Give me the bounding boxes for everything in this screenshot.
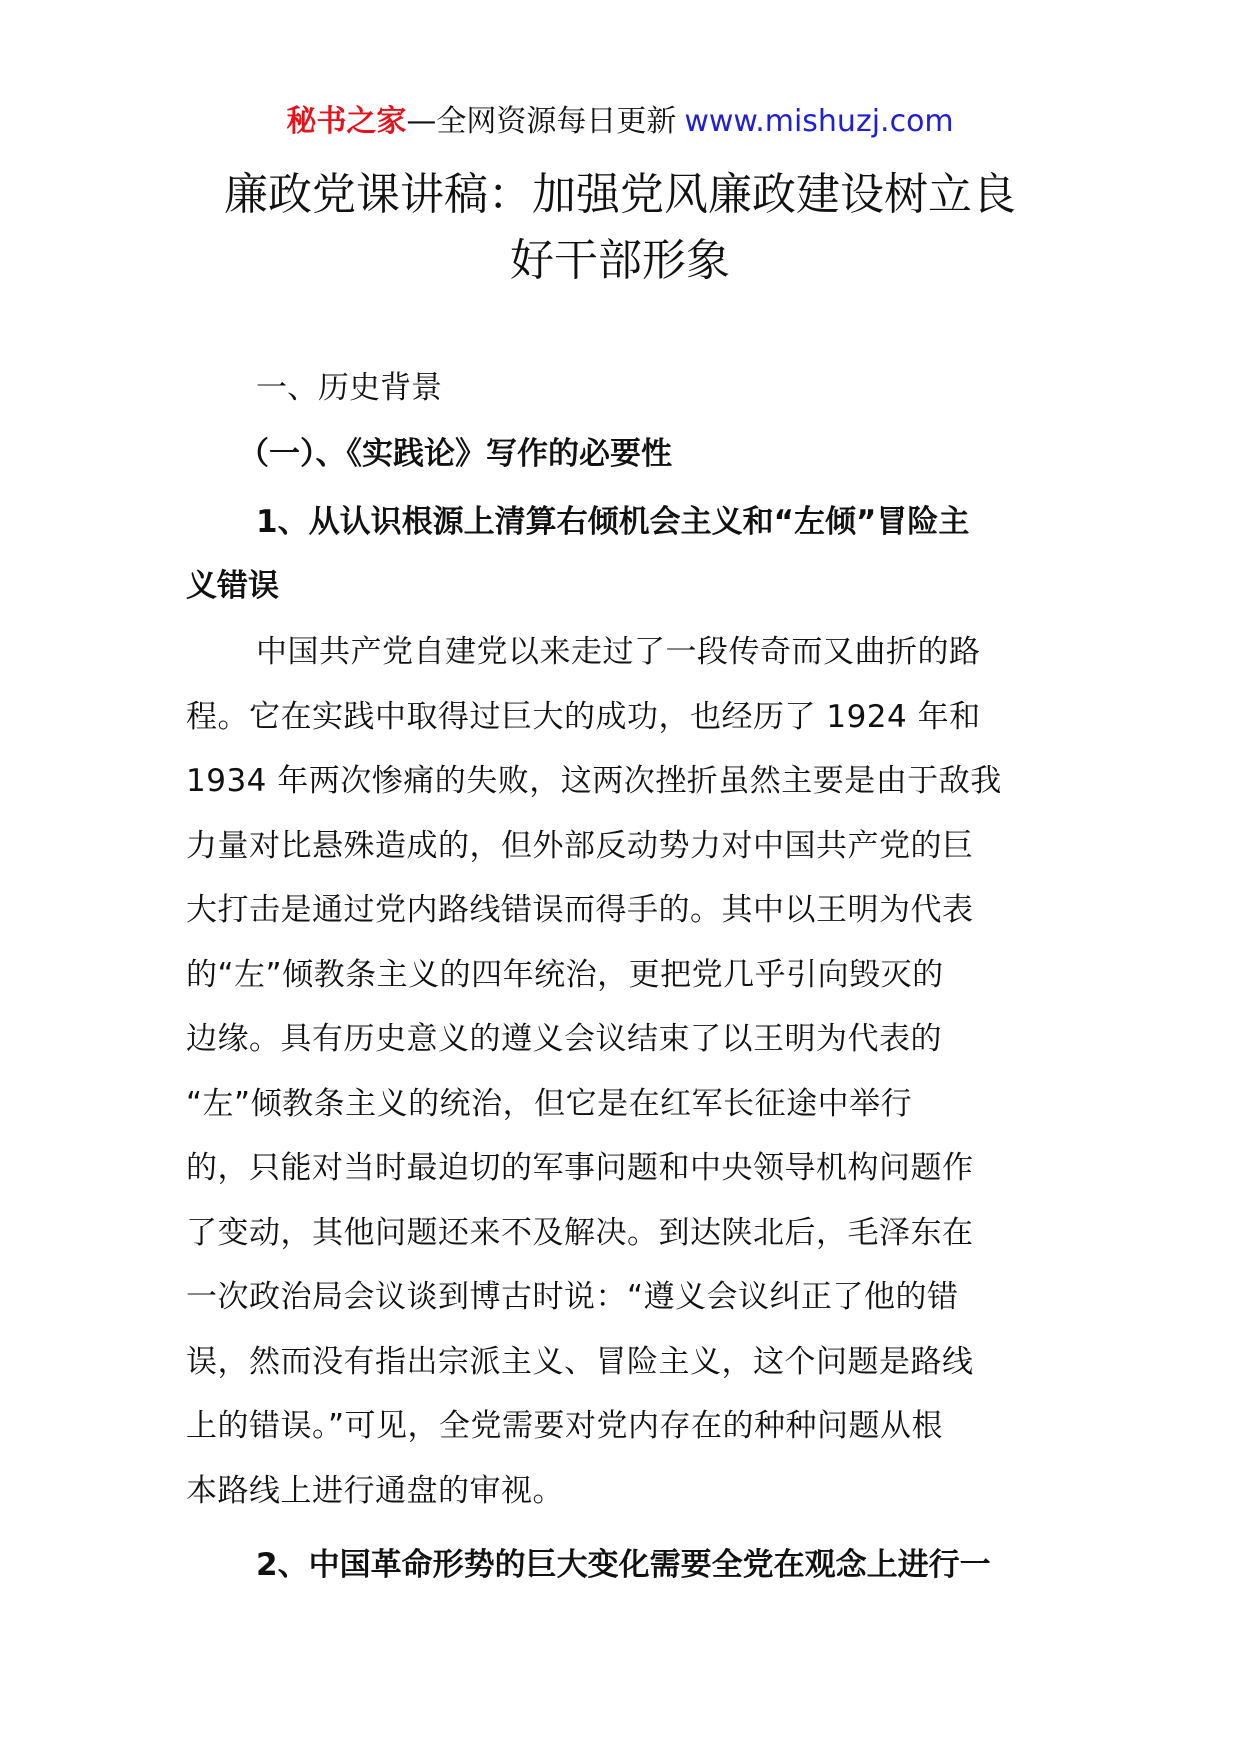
document-body: [186, 356, 1056, 1597]
paragraph-line: 上的错误。”可见，全党需要对党内存在的种种问题从根: [186, 1408, 944, 1444]
paragraph-line: 程。它在实践中取得过巨大的成功，也经历了 1924 年和: [186, 698, 981, 735]
brand-name: 秘书之家: [286, 104, 407, 139]
point-heading-2: 2、中国革命形势的巨大变化需要全党在观念上进行一: [256, 1547, 991, 1583]
paragraph-line: 了变动，其他问题还来不及解决。到达陕北后，毛泽东在: [186, 1214, 974, 1251]
document-title: [180, 162, 1060, 294]
header-tagline: —全网资源每日更新: [406, 104, 677, 139]
paragraph-line: 中国共产党自建党以来走过了一段传奇而又曲折的路: [256, 634, 981, 670]
paragraph-line: 本路线上进行通盘的审视。: [186, 1472, 564, 1509]
paragraph-line: 大打击是通过党内路线错误而得手的。其中以王明为代表: [186, 892, 974, 928]
paragraph-line: 的“左”倾教条主义的四年统治，更把党几乎引向毁灭的: [186, 956, 944, 993]
paragraph-line: “左”倾教条主义的统治，但它是在红军长征途中举行: [186, 1085, 913, 1122]
paragraph-line: 力量对比悬殊造成的，但外部反动势力对中国共产党的巨: [186, 827, 974, 864]
point-heading-1-line-2: 义错误: [186, 568, 279, 604]
paragraph-line: 1934 年两次惨痛的失败，这两次挫折虽然主要是由于敌我: [186, 763, 1002, 799]
point-heading-1-line-1: 1、从认识根源上清算右倾机会主义和“左倾”冒险主: [256, 504, 970, 540]
paragraph-line: 边缘。具有历史意义的遵义会议结束了以王明为代表的: [186, 1021, 942, 1057]
title-line-2: 好干部形象: [510, 235, 730, 286]
section-heading: 一、历史背景: [256, 370, 442, 406]
paragraph-line: 的，只能对当时最迫切的军事问题和中央领导机构问题作: [186, 1150, 974, 1186]
title-line-1: 廉政党课讲稿：加强党风廉政建设树立良: [224, 169, 1016, 220]
paragraph-line: 一次政治局会议谈到博古时说：“遵义会议纠正了他的错: [186, 1279, 959, 1315]
site-header: [0, 102, 1240, 142]
subsection-heading: （一）、《实践论》写作的必要性: [238, 436, 672, 472]
site-url-link[interactable]: www.mishuzj.com: [684, 104, 954, 139]
point-heading-1: [186, 490, 1056, 618]
paragraph-line: 误，然而没有指出宗派主义、冒险主义，这个问题是路线: [186, 1343, 974, 1380]
body-paragraph: [186, 620, 1056, 1523]
